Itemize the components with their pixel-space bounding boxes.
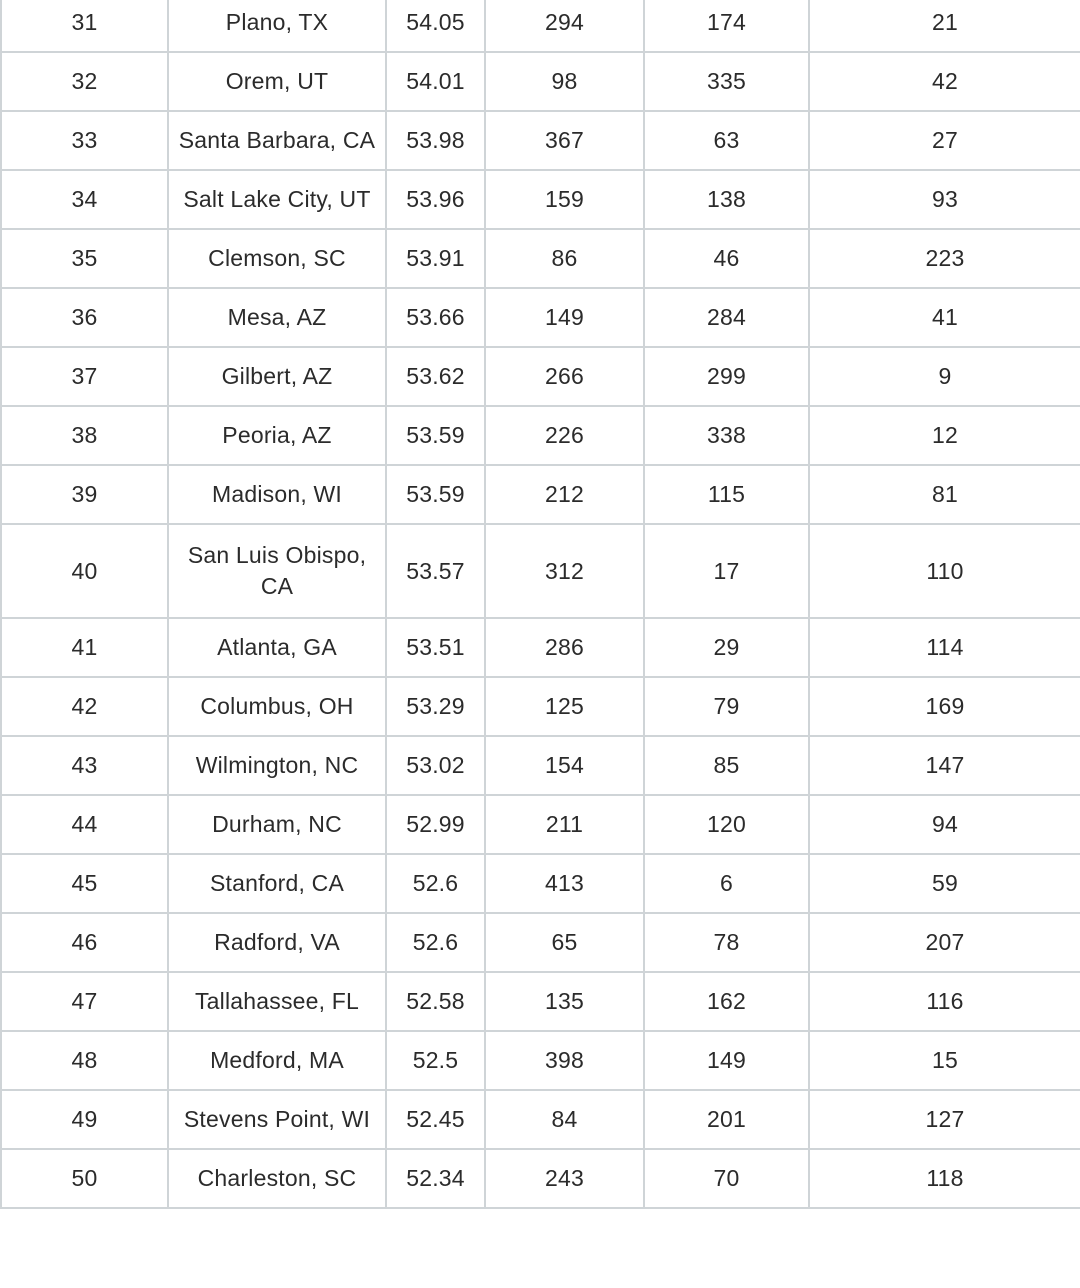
- metric-cell-1: 243: [485, 1149, 644, 1208]
- metric-cell-3: 127: [809, 1090, 1080, 1149]
- metric-cell-1: 226: [485, 406, 644, 465]
- score-cell: 52.5: [386, 1031, 485, 1090]
- score-cell: 53.96: [386, 170, 485, 229]
- score-cell: 52.58: [386, 972, 485, 1031]
- metric-cell-1: 367: [485, 111, 644, 170]
- metric-cell-1: 149: [485, 288, 644, 347]
- metric-cell-1: 211: [485, 795, 644, 854]
- metric-cell-3: 81: [809, 465, 1080, 524]
- metric-cell-2: 17: [644, 524, 809, 618]
- metric-cell-1: 154: [485, 736, 644, 795]
- city-cell: Orem, UT: [168, 52, 386, 111]
- metric-cell-1: 266: [485, 347, 644, 406]
- score-cell: 53.66: [386, 288, 485, 347]
- metric-cell-3: 93: [809, 170, 1080, 229]
- city-cell: Wilmington, NC: [168, 736, 386, 795]
- metric-cell-3: 41: [809, 288, 1080, 347]
- metric-cell-1: 135: [485, 972, 644, 1031]
- metric-cell-2: 115: [644, 465, 809, 524]
- rank-cell: 41: [1, 618, 168, 677]
- table-row: [1, 229, 1080, 288]
- metric-cell-1: 125: [485, 677, 644, 736]
- score-cell: 54.01: [386, 52, 485, 111]
- rank-cell: 42: [1, 677, 168, 736]
- table-row: [1, 465, 1080, 524]
- table-row: [1, 288, 1080, 347]
- city-cell: Clemson, SC: [168, 229, 386, 288]
- city-cell: Columbus, OH: [168, 677, 386, 736]
- metric-cell-1: 286: [485, 618, 644, 677]
- table-row: [1, 795, 1080, 854]
- metric-cell-2: 299: [644, 347, 809, 406]
- metric-cell-2: 162: [644, 972, 809, 1031]
- score-cell: 54.05: [386, 0, 485, 52]
- city-cell: Stanford, CA: [168, 854, 386, 913]
- rank-cell: 48: [1, 1031, 168, 1090]
- score-cell: 52.6: [386, 913, 485, 972]
- metric-cell-2: 120: [644, 795, 809, 854]
- metric-cell-2: 70: [644, 1149, 809, 1208]
- rank-cell: 35: [1, 229, 168, 288]
- table-row: [1, 913, 1080, 972]
- rank-cell: 45: [1, 854, 168, 913]
- table-row: [1, 677, 1080, 736]
- city-cell: San Luis Obispo, CA: [168, 524, 386, 618]
- city-cell: Santa Barbara, CA: [168, 111, 386, 170]
- metric-cell-2: 79: [644, 677, 809, 736]
- metric-cell-1: 98: [485, 52, 644, 111]
- rank-cell: 49: [1, 1090, 168, 1149]
- metric-cell-3: 114: [809, 618, 1080, 677]
- metric-cell-3: 59: [809, 854, 1080, 913]
- metric-cell-3: 94: [809, 795, 1080, 854]
- score-cell: 53.59: [386, 465, 485, 524]
- metric-cell-3: 9: [809, 347, 1080, 406]
- table-row: [1, 618, 1080, 677]
- rank-cell: 40: [1, 524, 168, 618]
- metric-cell-3: 207: [809, 913, 1080, 972]
- rank-cell: 36: [1, 288, 168, 347]
- metric-cell-1: 86: [485, 229, 644, 288]
- metric-cell-2: 78: [644, 913, 809, 972]
- rank-cell: 32: [1, 52, 168, 111]
- metric-cell-2: 63: [644, 111, 809, 170]
- metric-cell-3: 223: [809, 229, 1080, 288]
- city-cell: Atlanta, GA: [168, 618, 386, 677]
- metric-cell-2: 201: [644, 1090, 809, 1149]
- metric-cell-1: 398: [485, 1031, 644, 1090]
- table-row: [1, 1090, 1080, 1149]
- score-cell: 52.6: [386, 854, 485, 913]
- metric-cell-2: 338: [644, 406, 809, 465]
- metric-cell-3: 147: [809, 736, 1080, 795]
- score-cell: 53.51: [386, 618, 485, 677]
- city-cell: Peoria, AZ: [168, 406, 386, 465]
- city-cell: Gilbert, AZ: [168, 347, 386, 406]
- metric-cell-1: 413: [485, 854, 644, 913]
- rank-cell: 50: [1, 1149, 168, 1208]
- score-cell: 53.62: [386, 347, 485, 406]
- metric-cell-3: 42: [809, 52, 1080, 111]
- score-cell: 53.98: [386, 111, 485, 170]
- metric-cell-2: 138: [644, 170, 809, 229]
- rank-cell: 46: [1, 913, 168, 972]
- table-row: [1, 524, 1080, 618]
- city-cell: Medford, MA: [168, 1031, 386, 1090]
- metric-cell-3: 110: [809, 524, 1080, 618]
- table-row: [1, 1149, 1080, 1208]
- score-cell: 52.45: [386, 1090, 485, 1149]
- table-row: [1, 736, 1080, 795]
- table-row: [1, 347, 1080, 406]
- metric-cell-2: 284: [644, 288, 809, 347]
- score-cell: 53.29: [386, 677, 485, 736]
- table-row: [1, 972, 1080, 1031]
- table-row: [1, 170, 1080, 229]
- score-cell: 53.59: [386, 406, 485, 465]
- metric-cell-3: 116: [809, 972, 1080, 1031]
- rank-cell: 37: [1, 347, 168, 406]
- rank-cell: 34: [1, 170, 168, 229]
- city-cell: Madison, WI: [168, 465, 386, 524]
- metric-cell-2: 85: [644, 736, 809, 795]
- metric-cell-1: 65: [485, 913, 644, 972]
- city-cell: Plano, TX: [168, 0, 386, 52]
- rank-cell: 43: [1, 736, 168, 795]
- table-row: [1, 111, 1080, 170]
- table-row: [1, 52, 1080, 111]
- metric-cell-3: 27: [809, 111, 1080, 170]
- table-row: [1, 854, 1080, 913]
- city-cell: Tallahassee, FL: [168, 972, 386, 1031]
- metric-cell-2: 174: [644, 0, 809, 52]
- metric-cell-1: 159: [485, 170, 644, 229]
- metric-cell-3: 21: [809, 0, 1080, 52]
- table-row: [1, 406, 1080, 465]
- metric-cell-2: 46: [644, 229, 809, 288]
- metric-cell-1: 312: [485, 524, 644, 618]
- metric-cell-2: 149: [644, 1031, 809, 1090]
- city-cell: Stevens Point, WI: [168, 1090, 386, 1149]
- city-cell: Radford, VA: [168, 913, 386, 972]
- metric-cell-2: 6: [644, 854, 809, 913]
- table-row: [1, 0, 1080, 52]
- score-cell: 53.57: [386, 524, 485, 618]
- metric-cell-3: 118: [809, 1149, 1080, 1208]
- metric-cell-1: 84: [485, 1090, 644, 1149]
- metric-cell-1: 294: [485, 0, 644, 52]
- rank-cell: 44: [1, 795, 168, 854]
- score-cell: 53.91: [386, 229, 485, 288]
- metric-cell-2: 29: [644, 618, 809, 677]
- metric-cell-3: 15: [809, 1031, 1080, 1090]
- table-row: [1, 1031, 1080, 1090]
- score-cell: 53.02: [386, 736, 485, 795]
- score-cell: 52.34: [386, 1149, 485, 1208]
- metric-cell-3: 12: [809, 406, 1080, 465]
- metric-cell-3: 169: [809, 677, 1080, 736]
- city-cell: Durham, NC: [168, 795, 386, 854]
- rank-cell: 31: [1, 0, 168, 52]
- metric-cell-1: 212: [485, 465, 644, 524]
- city-cell: Salt Lake City, UT: [168, 170, 386, 229]
- rank-cell: 33: [1, 111, 168, 170]
- rank-cell: 38: [1, 406, 168, 465]
- rank-cell: 47: [1, 972, 168, 1031]
- score-cell: 52.99: [386, 795, 485, 854]
- metric-cell-2: 335: [644, 52, 809, 111]
- rankings-table-body: [1, 0, 1080, 1208]
- city-cell: Charleston, SC: [168, 1149, 386, 1208]
- city-cell: Mesa, AZ: [168, 288, 386, 347]
- rank-cell: 39: [1, 465, 168, 524]
